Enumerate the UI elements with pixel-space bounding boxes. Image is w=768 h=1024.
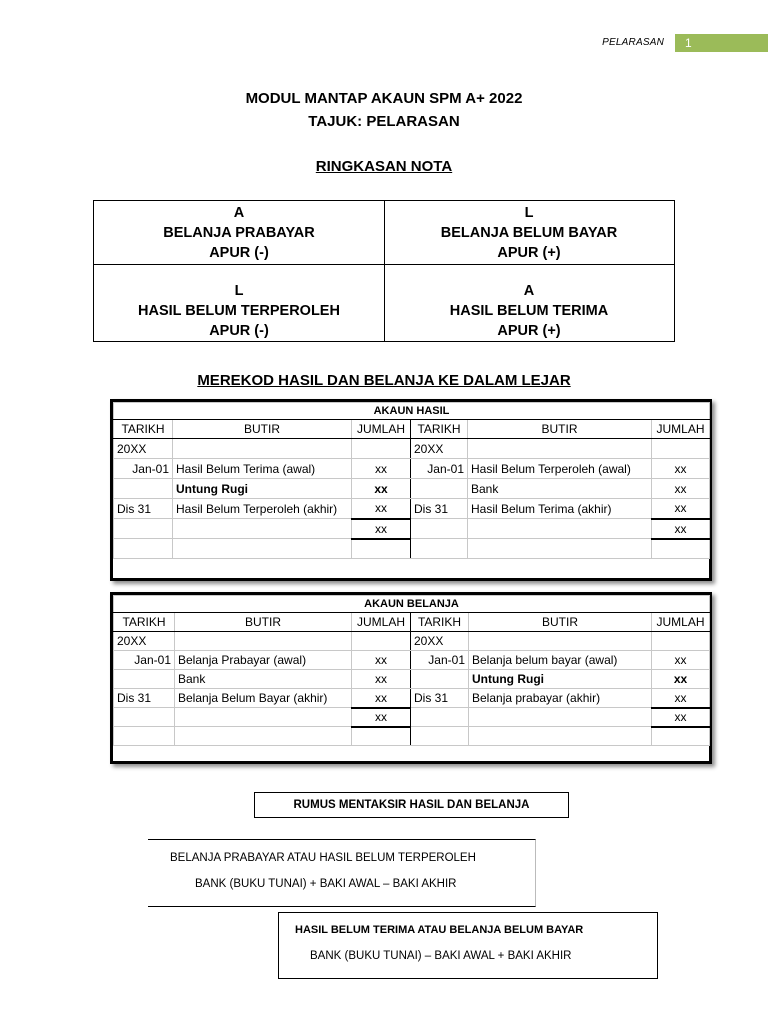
page-number: 1 [675, 34, 768, 52]
cell-desc: Hasil Belum Terperoleh (awal) [468, 459, 652, 479]
cell-date: 20XX [411, 439, 468, 459]
formula-expression: BANK (BUKU TUNAI) – BAKI AWAL + BAKI AKHIR [310, 950, 572, 962]
col-header-desc: BUTIR [469, 613, 652, 632]
cell-date [114, 708, 175, 727]
cell-desc: Belanja Belum Bayar (akhir) [175, 689, 352, 708]
cell-date: 20XX [114, 439, 173, 459]
formula-box-prepaid-unearned [148, 839, 536, 907]
ledger-expense-account [110, 592, 712, 764]
col-header-desc: BUTIR [468, 420, 652, 439]
cell-date: Dis 31 [114, 689, 175, 708]
cell-date: 20XX [114, 632, 175, 651]
cell-amount [652, 632, 710, 651]
col-header-amount: JUMLAH [652, 613, 710, 632]
col-header-desc: BUTIR [173, 420, 352, 439]
cell-date [114, 519, 173, 539]
col-header-amount: JUMLAH [352, 420, 411, 439]
table-row [114, 708, 710, 727]
summary-rule: APUR (-) [209, 245, 269, 261]
cell-amount: xx [352, 459, 411, 479]
table-row [114, 479, 710, 499]
cell-desc: Belanja Prabayar (awal) [175, 651, 352, 670]
summary-heading: RINGKASAN NOTA [315, 158, 453, 175]
cell-desc [173, 519, 352, 539]
cell-desc [469, 708, 652, 727]
cell-amount: xx [352, 670, 411, 689]
cell-amount: xx [652, 459, 710, 479]
cell-amount [352, 632, 411, 651]
topic-title: TAJUK: PELARASAN [308, 113, 460, 130]
cell-amount: xx [352, 689, 411, 708]
cell-date: Jan-01 [411, 651, 469, 670]
cell-desc [173, 439, 352, 459]
formula-expression: BANK (BUKU TUNAI) + BAKI AWAL – BAKI AKHIR [195, 878, 457, 890]
cell-amount [652, 439, 710, 459]
table-row-empty [114, 539, 710, 559]
ledger-revenue-account [110, 399, 712, 581]
cell-amount: xx [652, 499, 710, 519]
cell-amount: xx [352, 499, 411, 519]
col-header-amount: JUMLAH [352, 613, 411, 632]
ledger-title: AKAUN HASIL [114, 403, 710, 420]
table-row [114, 499, 710, 519]
cell-date: Jan-01 [114, 651, 175, 670]
cell-amount: xx [652, 670, 710, 689]
summary-cell-accrued-revenue [384, 279, 674, 349]
summary-code: A [523, 283, 535, 299]
cell-date: 20XX [411, 632, 469, 651]
cell-amount-total: xx [652, 708, 710, 727]
summary-cell-prepaid-expense [94, 201, 384, 271]
summary-cell-unearned-revenue [94, 279, 384, 349]
cell-date: Dis 31 [411, 499, 468, 519]
table-row [114, 439, 710, 459]
summary-rule: APUR (-) [209, 323, 269, 339]
cell-desc [175, 632, 352, 651]
summary-code: L [524, 205, 534, 221]
summary-cell-accrued-expense [384, 201, 674, 271]
cell-date: Dis 31 [411, 689, 469, 708]
cell-amount [352, 439, 411, 459]
cell-date [114, 670, 175, 689]
table-row-empty [114, 727, 710, 746]
cell-desc [469, 632, 652, 651]
cell-amount: xx [652, 689, 710, 708]
cell-date: Jan-01 [411, 459, 468, 479]
formula-box-accrued [278, 912, 658, 979]
formula-title: BELANJA PRABAYAR ATAU HASIL BELUM TERPEROLEH [170, 852, 476, 864]
cell-amount: xx [352, 479, 411, 499]
col-header-desc: BUTIR [175, 613, 352, 632]
summary-name: HASIL BELUM TERIMA [449, 303, 609, 319]
cell-desc: Belanja belum bayar (awal) [469, 651, 652, 670]
cell-desc: Untung Rugi [173, 479, 352, 499]
ledger-title: AKAUN BELANJA [114, 596, 710, 613]
cell-date [411, 519, 468, 539]
cell-desc: Bank [175, 670, 352, 689]
summary-rule: APUR (+) [497, 245, 561, 261]
cell-amount: xx [352, 651, 411, 670]
summary-table [93, 200, 675, 342]
cell-amount-total: xx [352, 519, 411, 539]
cell-amount: xx [652, 479, 710, 499]
cell-desc: Hasil Belum Terperoleh (akhir) [173, 499, 352, 519]
col-header-date: TARIKH [411, 613, 469, 632]
document-title: MODUL MANTAP AKAUN SPM A+ 2022 [245, 90, 523, 107]
col-header-date: TARIKH [114, 420, 173, 439]
table-row [114, 459, 710, 479]
cell-date [411, 670, 469, 689]
cell-date [114, 479, 173, 499]
table-row [114, 519, 710, 539]
summary-code: L [234, 283, 244, 299]
table-row [114, 651, 710, 670]
header-label: PELARASAN [602, 37, 664, 48]
summary-name: BELANJA PRABAYAR [163, 225, 315, 241]
summary-name: HASIL BELUM TERPEROLEH [138, 303, 340, 319]
col-header-date: TARIKH [411, 420, 468, 439]
cell-date: Jan-01 [114, 459, 173, 479]
cell-amount-total: xx [352, 708, 411, 727]
cell-desc [468, 439, 652, 459]
table-row [114, 689, 710, 708]
cell-desc [468, 519, 652, 539]
cell-desc: Untung Rugi [469, 670, 652, 689]
cell-date: Dis 31 [114, 499, 173, 519]
cell-desc [175, 708, 352, 727]
col-header-date: TARIKH [114, 613, 175, 632]
table-row [114, 670, 710, 689]
summary-name: BELANJA BELUM BAYAR [440, 225, 618, 241]
formula-heading: RUMUS MENTAKSIR HASIL DAN BELANJA [254, 792, 569, 818]
table-row [114, 632, 710, 651]
summary-code: A [233, 205, 245, 221]
formula-title: HASIL BELUM TERIMA ATAU BELANJA BELUM BAYAR [295, 924, 584, 936]
cell-desc: Bank [468, 479, 652, 499]
cell-amount-total: xx [652, 519, 710, 539]
cell-desc: Hasil Belum Terima (akhir) [468, 499, 652, 519]
cell-desc: Belanja prabayar (akhir) [469, 689, 652, 708]
col-header-amount: JUMLAH [652, 420, 710, 439]
summary-rule: APUR (+) [497, 323, 561, 339]
ledger-heading: MEREKOD HASIL DAN BELANJA KE DALAM LEJAR [197, 372, 571, 389]
cell-date [411, 708, 469, 727]
cell-date [411, 479, 468, 499]
cell-desc: Hasil Belum Terima (awal) [173, 459, 352, 479]
cell-amount: xx [652, 651, 710, 670]
